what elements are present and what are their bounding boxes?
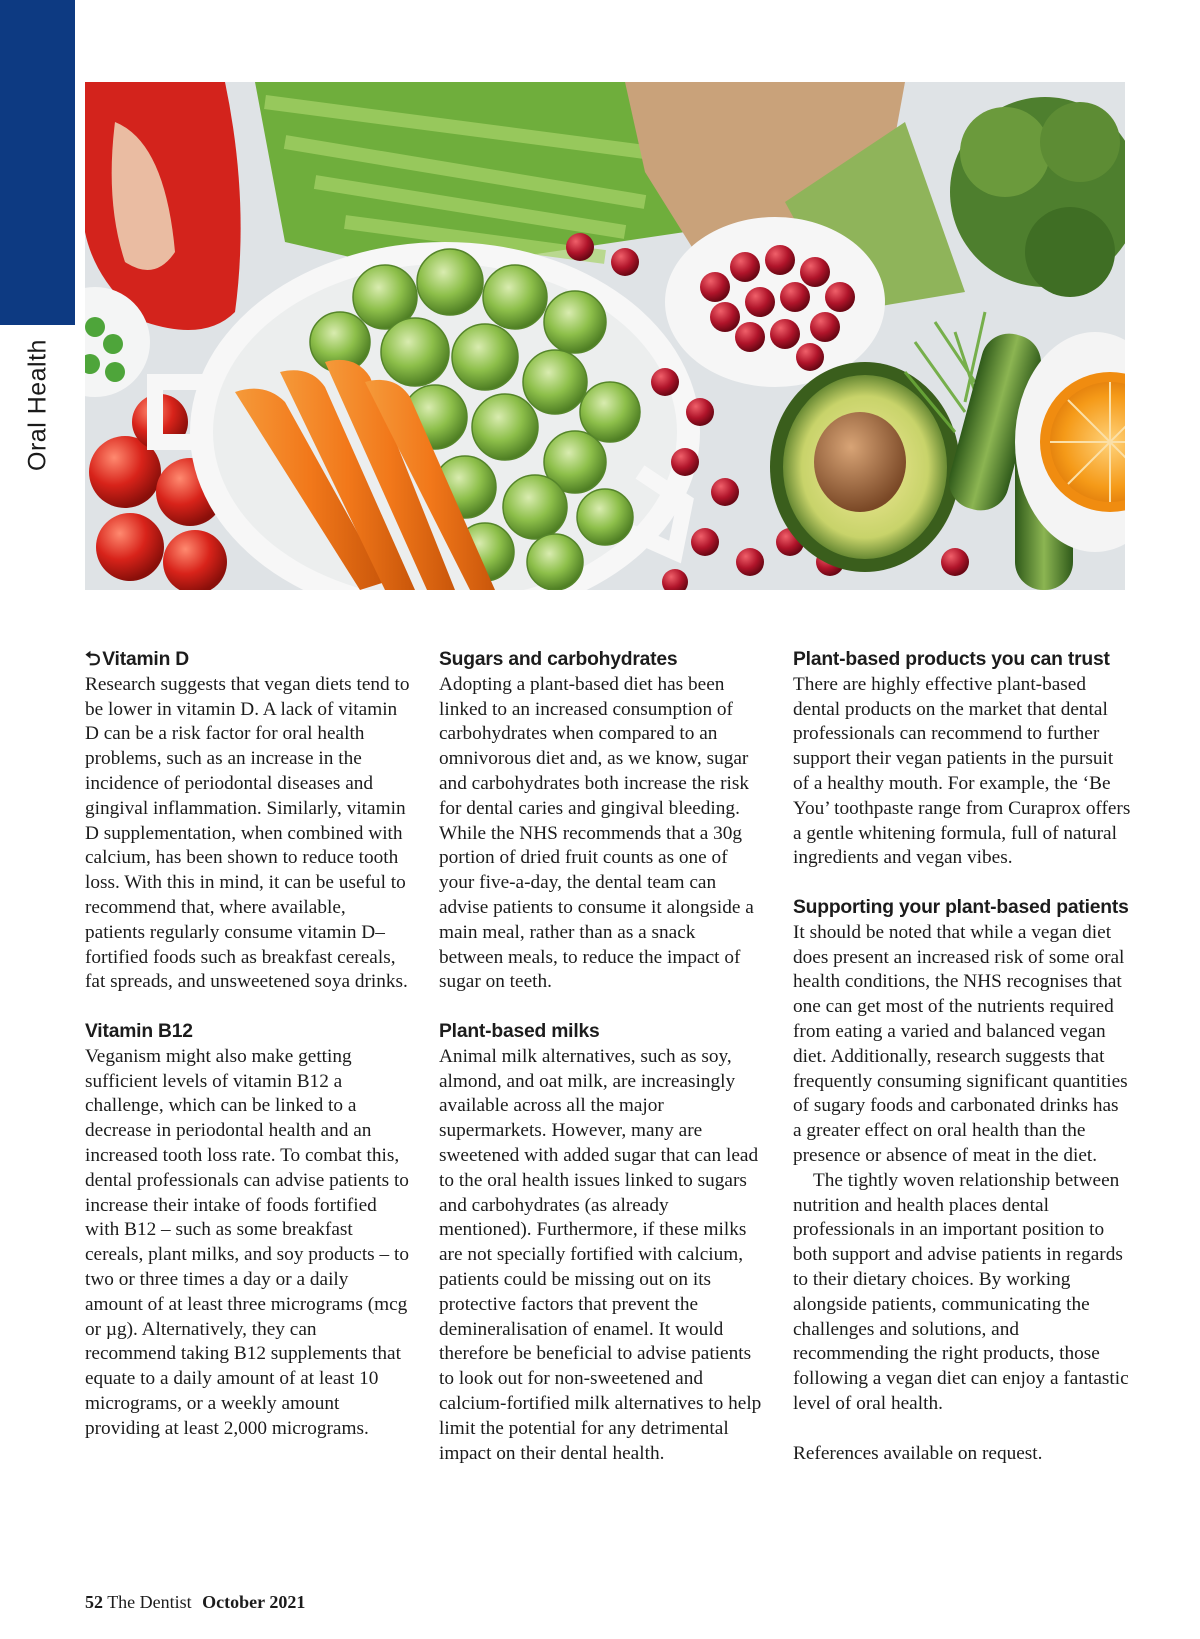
heading-supporting-patients: Supporting your plant-based patients — [793, 896, 1129, 918]
paragraph-vitamin-d: Research suggests that vegan diets tend to be lower in vitamin D. A lack of vitamin D can be a risk factor for oral health problems, such as an increase in the incidence of periodontal diseases and gingival inflammation. Similarly, vitamin D supplementation, when combined with calcium, has been shown to reduce tooth loss. With this in mind, it can be useful to recommend that, where available, patients regularly consume vitamin D–fortified foods such as breakfast cereals, fat spreads, and unsweetened soya drinks. — [85, 673, 410, 993]
section-label: Oral Health — [23, 339, 52, 471]
heading-sugars-carbohydrates: Sugars and carbohydrates — [439, 649, 678, 670]
paragraph-plant-based-products: There are highly effective plant-based dental products on the market that dental professionals can recommend to further support their vegan patients in the pursuit of a healthy mouth. For example, the ‘Be You’ toothpaste range from Curaprox offers a gentle whitening formula, full of natural ingredients and vegan vibes. — [793, 673, 1131, 869]
heading-plant-based-milks: Plant-based milks — [439, 1020, 600, 1042]
heading-vitamin-d: ⮌ Vitamin D — [85, 648, 410, 673]
page-footer — [85, 1592, 305, 1613]
paragraph-supporting-patients: It should be noted that while a vegan diet does present an increased risk of some oral health conditions, the NHS recognises that one can get most of the nutrients required from eating a varied and balanced vegan diet. Additionally, research suggests that frequently consuming significant quantities of sugary foods and carbonated drinks has a greater effect on oral health than the presence or absence of meat in the diet. — [793, 921, 1128, 1166]
section-color-tab — [0, 0, 75, 325]
continued-arrow-icon: ⮌ — [85, 649, 101, 670]
paragraph-vitamin-b12: Veganism might also make getting sufficient levels of vitamin B12 a challenge, which can be linked to a decrease in periodontal health and an increased tooth loss rate. To combat this, dental professionals can advise patients to increase their intake of foods fortified with B12 – such as some breakfast cereals, plant milks, and soy products – to two or three times a day or a daily amount of at least three micrograms (mcg or µg). Alternatively, they can recommend taking B12 supplements that equate to a daily amount of at least 10 micrograms, or a weekly amount providing at least 2,000 micrograms. — [85, 1045, 409, 1439]
references-note: References available on request. — [793, 1442, 1043, 1464]
article-column-2 — [439, 648, 764, 1466]
page-number: 52 — [85, 1592, 103, 1612]
paragraph-sugars-carbohydrates: Adopting a plant-based diet has been linked to an increased consumption of carbohydrates when compared to an omnivorous diet and, as we know, sugar and carbohydrates both increase the risk for dental caries and gingival bleeding. While the NHS recommends that a 30g portion of dried fruit counts as one of your five-a-day, the dental team can advise patients to consume it alongside a main meal, rather than as a snack between meals, to reduce the impact of sugar on teeth. — [439, 673, 754, 993]
issue-date: October 2021 — [202, 1592, 306, 1612]
heading-plant-based-products: Plant-based products you can trust — [793, 649, 1110, 670]
publication-name: The Dentist — [107, 1592, 192, 1612]
paragraph-relationship: The tightly woven relationship between nutrition and health places dental professionals in an important position to both support and advise patients in regards to their dietary choices. By working alongside patients, communicating the challenges and solutions, and recommending the right products, those following a vegan diet can enjoy a fantastic level of oral health. — [793, 1169, 1129, 1414]
article-column-3 — [793, 648, 1131, 1466]
article-column-1 — [85, 648, 410, 1442]
paragraph-plant-based-milks: Animal milk alternatives, such as soy, almond, and oat milk, are increasingly available across all the major supermarkets. However, many are sweetened with added sugar that can lead to the oral health issues linked to sugars and carbohydrates (as already mentioned). Furthermore, if these milks are not specially fortified with calcium, patients could be missing out on its protective factors that prevent the demineralisation of enamel. It would therefore be beneficial to advise patients to look out for non-sweetened and calcium-fortified milk alternatives to help limit the potential for any detrimental impact on their dental health. — [439, 1045, 762, 1464]
heading-vitamin-b12: Vitamin B12 — [85, 1020, 193, 1042]
hero-photo-vegetables — [85, 82, 1125, 590]
